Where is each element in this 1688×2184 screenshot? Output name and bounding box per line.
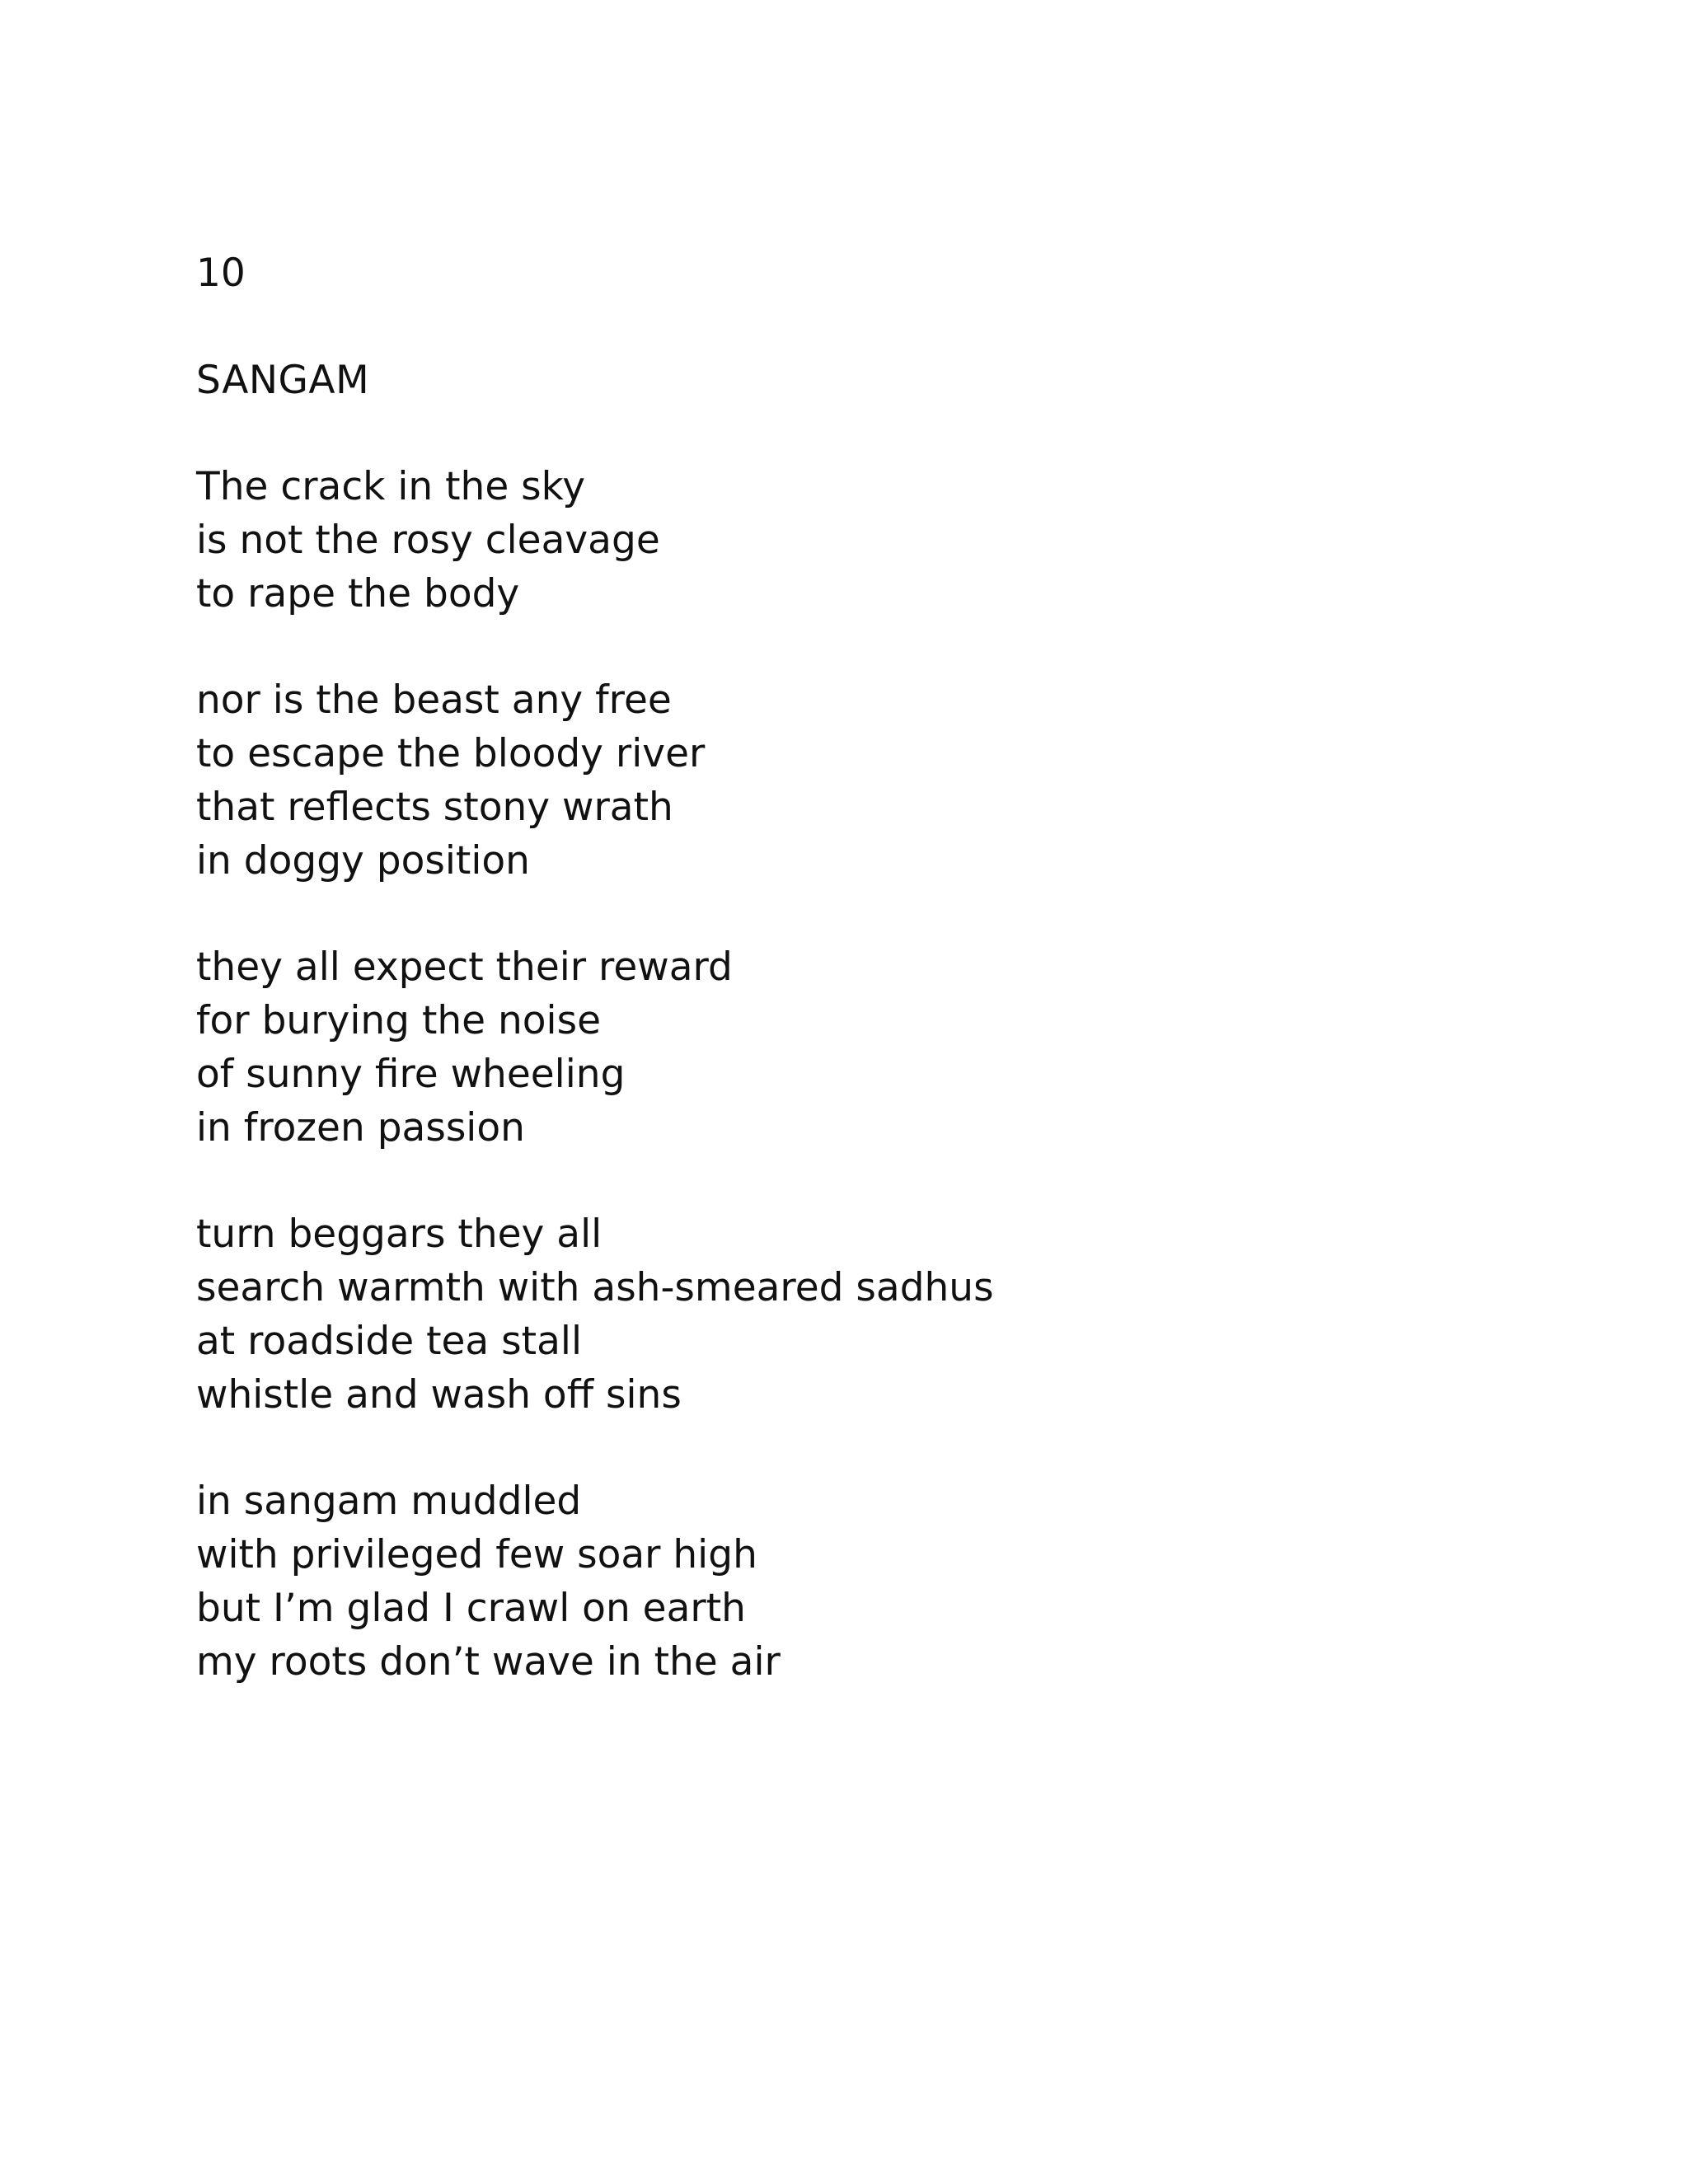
poem-line: in sangam muddled [196,1479,582,1525]
poem-line: to escape the bloody river [196,731,706,777]
stanza-2 [196,674,1556,888]
blank-line [196,1155,1556,1209]
poem-line: of sunny fire wheeling [196,1051,626,1097]
poem-line: is not the rosy cleavage [196,517,660,563]
poem-line: but I’m glad I crawl on earth [196,1585,746,1631]
poem-line: at roadside tea stall [196,1318,583,1364]
poem-line: with privileged few soar high [196,1532,757,1578]
stanza-4 [196,1208,1556,1422]
poem-line: The crack in the sky [196,464,586,510]
poem-line: in frozen passion [196,1104,525,1151]
blank-line [196,301,1556,354]
poem-line: in doggy position [196,837,530,883]
blank-line [196,621,1556,675]
poem-line: turn beggars they all [196,1212,603,1258]
poem-content [196,247,1556,1690]
poem-line: whistle and wash off sins [196,1371,682,1418]
page-number: 10 [196,251,246,296]
blank-line [196,407,1556,461]
poem-line: they all expect their reward [196,944,733,991]
poem-line: my roots don’t wave in the air [196,1638,781,1685]
blank-line [196,1422,1556,1476]
poem-line: search warmth with ash-smeared sadhus [196,1265,994,1311]
poem-title: SANGAM [196,357,370,403]
poem-line: that reflects stony wrath [196,784,673,830]
poem-line: to rape the body [196,570,520,616]
poem-line: nor is the beast any free [196,677,672,724]
stanza-5 [196,1475,1556,1689]
blank-line [196,888,1556,942]
poem-line: for burying the noise [196,998,602,1044]
stanza-1 [196,461,1556,621]
stanza-3 [196,941,1556,1155]
